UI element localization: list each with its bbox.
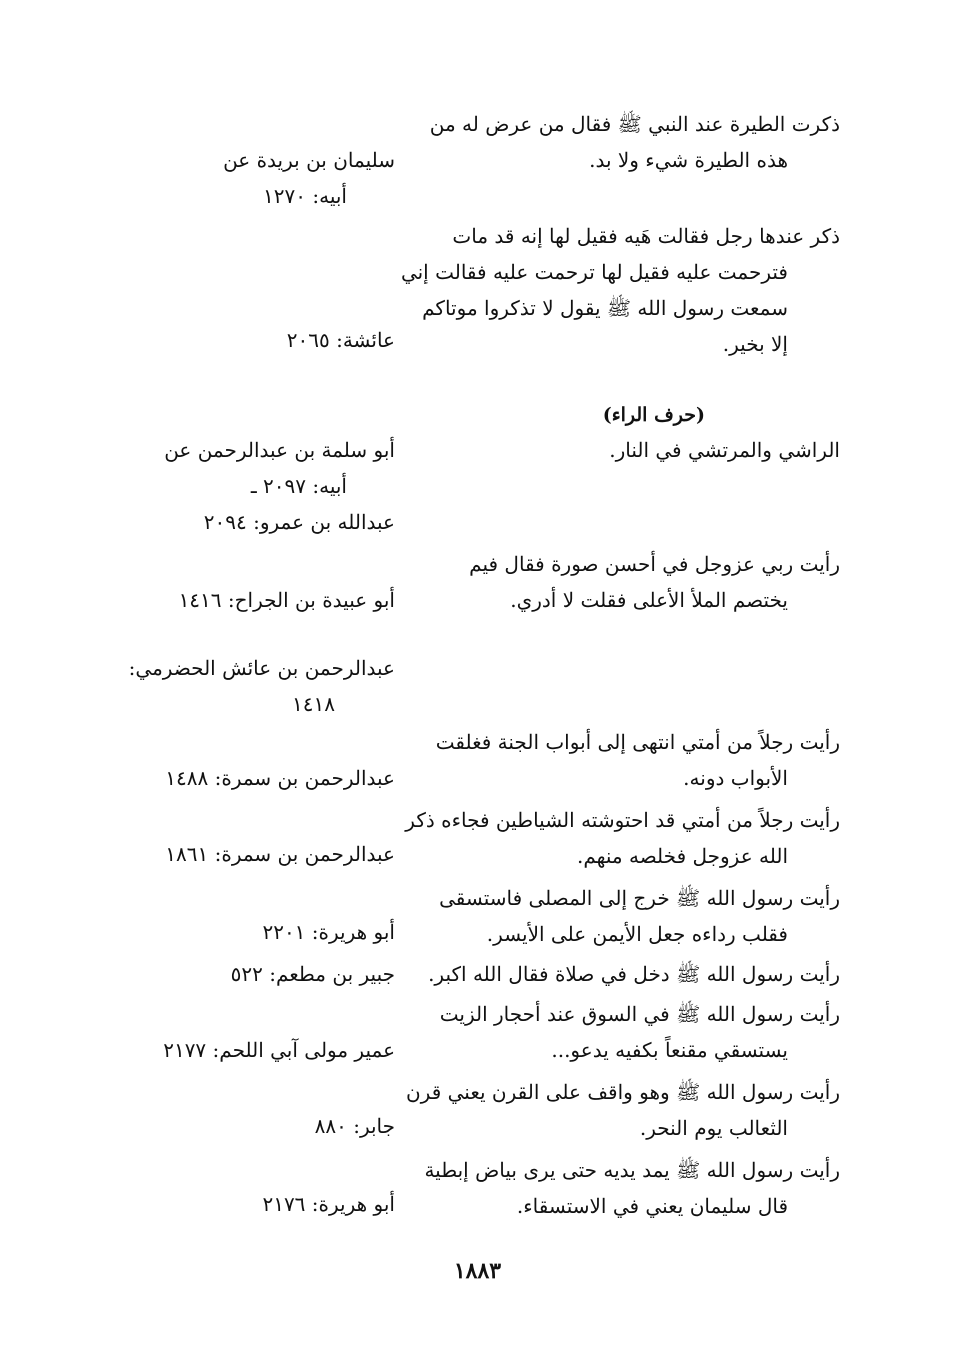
hadith-line: يستسقي مقنعاً بكفيه يدعو... xyxy=(551,1038,788,1062)
hadith-text xyxy=(420,1152,840,1224)
narrator-line: عائشة: ٢٠٦٥ xyxy=(286,328,395,352)
narrator-line: سليمان بن بريدة عن xyxy=(223,148,395,172)
narrator-line: عبدالرحمن بن عائش الحضرمي: xyxy=(128,656,395,680)
narrator-reference xyxy=(135,1032,395,1068)
narrator-reference xyxy=(135,322,395,358)
narrator-line: أبو هريرة: ٢١٧٦ xyxy=(262,1192,395,1216)
hadith-line: رأيت رسول الله ﷺ يمد يديه حتى يرى بياض إبطية xyxy=(424,1158,840,1182)
narrator-line: عبدالله بن عمرو: ٢٠٩٤ xyxy=(203,510,395,534)
narrator-line: عبدالرحمن بن سمرة: ١٨٦١ xyxy=(165,842,395,866)
narrator-reference xyxy=(135,1108,395,1144)
hadith-text xyxy=(420,996,840,1068)
narrator-reference xyxy=(135,914,395,950)
hadith-line: رأيت رسول الله ﷺ خرج إلى المصلى فاستسقى xyxy=(439,886,840,910)
narrator-line: أبيه: ٢٠٩٧ ـ xyxy=(250,474,347,498)
hadith-text xyxy=(420,432,840,468)
narrator-line: أبو هريرة: ٢٢٠١ xyxy=(262,920,395,944)
narrator-line: أبيه: ١٢٧٠ xyxy=(263,184,347,208)
hadith-line: رأيت ربي عزوجل في أحسن صورة فقال فيم xyxy=(469,552,840,576)
hadith-line: الأبواب دونه. xyxy=(683,766,788,790)
hadith-line: إلا بخير. xyxy=(722,332,788,356)
narrator-reference xyxy=(135,836,395,872)
hadith-line: رأيت رجلاً من أمتي قد احتوشته الشياطين فجاءه ذكر xyxy=(405,808,840,832)
hadith-line: فترحمت عليه فقيل لها ترحمت عليه فقالت إني xyxy=(400,260,788,284)
hadith-line: سمعت رسول الله ﷺ يقول لا تذكروا موتاكم xyxy=(422,296,788,320)
hadith-line: ذكر عندها رجل فقالت هَيه فقيل لها إنه قد مات xyxy=(452,224,840,248)
narrator-line: عبدالرحمن بن سمرة: ١٤٨٨ xyxy=(165,766,395,790)
hadith-line: قال سليمان يعني في الاستسقاء. xyxy=(516,1194,788,1218)
narrator-reference xyxy=(135,1186,395,1222)
hadith-line: ذكرت الطيرة عند النبي ﷺ فقال من عرض له من xyxy=(429,112,840,136)
hadith-line: فقلب رداءه جعل الأيمن على الأيسر. xyxy=(486,922,788,946)
narrator-reference xyxy=(135,142,395,214)
narrator-reference xyxy=(135,582,395,618)
narrator-line: عمير مولى آبي اللحم: ٢١٧٧ xyxy=(163,1038,395,1062)
hadith-line: يختصم الملأ الأعلى فقلت لا أدري. xyxy=(510,588,788,612)
hadith-text xyxy=(400,218,840,362)
narrator-reference xyxy=(135,760,395,796)
hadith-text xyxy=(405,1074,840,1146)
hadith-line: رأيت رسول الله ﷺ وهو واقف على القرن يعني قرن xyxy=(405,1080,840,1104)
hadith-line: رأيت رسول الله ﷺ دخل في صلاة فقال الله اكبر. xyxy=(428,962,840,986)
narrator-reference xyxy=(128,650,395,722)
hadith-text xyxy=(420,880,840,952)
narrator-reference xyxy=(135,432,395,540)
narrator-line: ١٤١٨ xyxy=(292,692,335,716)
hadith-line: الثعالب يوم النحر. xyxy=(639,1116,788,1140)
hadith-line: رأيت رسول الله ﷺ في السوق عند أحجار الزيت xyxy=(439,1002,840,1026)
hadith-line: رأيت رجلاً من أمتي انتهى إلى أبواب الجنة فغلقت xyxy=(435,730,840,754)
narrator-line: أبو عبيدة بن الجراح: ١٤١٦ xyxy=(178,588,395,612)
hadith-line: الراشي والمرتشي في النار. xyxy=(609,438,840,462)
section-heading: (حرف الراء) xyxy=(602,404,705,426)
hadith-text xyxy=(420,724,840,796)
hadith-text xyxy=(420,106,840,178)
hadith-line: هذه الطيرة شيء ولا بد. xyxy=(589,148,788,172)
narrator-line: جبير بن مطعم: ٥٢٢ xyxy=(230,962,395,986)
hadith-text xyxy=(420,546,840,618)
narrator-line: أبو سلمة بن عبدالرحمن عن xyxy=(164,438,395,462)
hadith-text xyxy=(405,802,840,874)
narrator-reference xyxy=(135,956,395,992)
hadith-line: الله عزوجل فخلصه منهم. xyxy=(577,844,788,868)
hadith-text xyxy=(420,956,840,992)
narrator-line: جابر: ٨٨٠ xyxy=(314,1114,395,1138)
page-number: ١٨٨٣ xyxy=(453,1258,502,1284)
